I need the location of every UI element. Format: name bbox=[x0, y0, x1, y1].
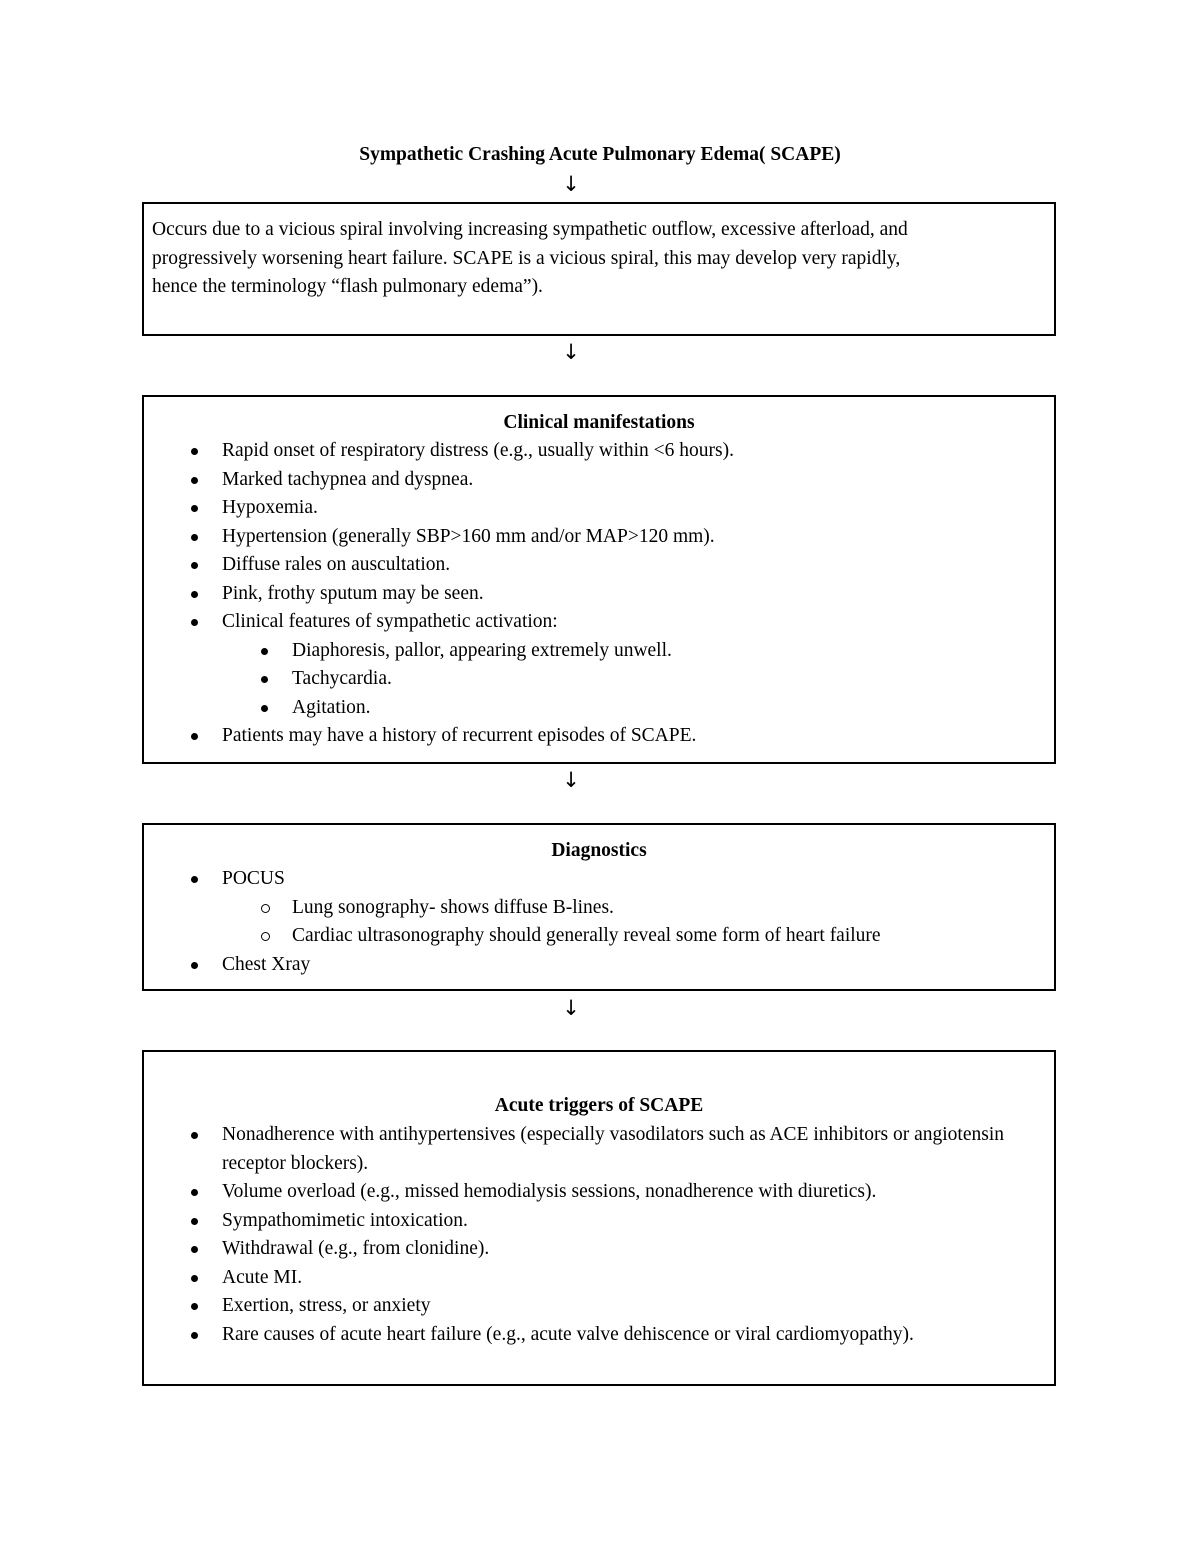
overview-text: Occurs due to a vicious spiral involving increasing sympathetic outflow, excessive afterload, and progressively worsening heart failure. SCAPE is a vicious spiral, this may develop very rapidly, hence the terminology “flash pulmonary edema”). bbox=[152, 219, 908, 297]
bullet-icon bbox=[191, 505, 198, 512]
flow-arrow-2: ↓ bbox=[562, 340, 580, 364]
list-item: Rare causes of acute heart failure (e.g., acute valve dehiscence or viral cardiomyopathy). bbox=[144, 1321, 1054, 1350]
flow-arrow-1: ↓ bbox=[562, 172, 580, 196]
bullet-icon bbox=[191, 1132, 198, 1139]
list-item: Rapid onset of respiratory distress (e.g., usually within <6 hours). bbox=[144, 437, 1054, 466]
overview-box bbox=[142, 202, 1056, 336]
list-item: Hypertension (generally SBP>160 mm and/or MAP>120 mm). bbox=[144, 523, 1054, 552]
list-item: Pink, frothy sputum may be seen. bbox=[144, 580, 1054, 609]
hollow-bullet-icon bbox=[261, 932, 270, 941]
bullet-icon bbox=[191, 1303, 198, 1310]
bullet-icon bbox=[191, 876, 198, 883]
sub-list-item: Diaphoresis, pallor, appearing extremely unwell. bbox=[144, 637, 1054, 666]
diagnostics-list bbox=[144, 865, 1054, 979]
list-item: Volume overload (e.g., missed hemodialysis sessions, nonadherence with diuretics). bbox=[144, 1178, 1054, 1207]
list-item: Marked tachypnea and dyspnea. bbox=[144, 466, 1054, 495]
bullet-icon bbox=[191, 477, 198, 484]
list-item: Withdrawal (e.g., from clonidine). bbox=[144, 1235, 1054, 1264]
bullet-icon bbox=[191, 1189, 198, 1196]
clinical-manifestations-title: Clinical manifestations bbox=[503, 412, 695, 433]
flow-arrow-4: ↓ bbox=[562, 996, 580, 1020]
list-item: POCUS bbox=[144, 865, 1054, 894]
diagnostics-box bbox=[142, 823, 1056, 991]
acute-triggers-title: Acute triggers of SCAPE bbox=[494, 1095, 704, 1116]
bullet-icon bbox=[261, 676, 268, 683]
bullet-icon bbox=[191, 562, 198, 569]
acute-triggers-list bbox=[144, 1121, 1054, 1349]
sub-list-item: Agitation. bbox=[144, 694, 1054, 723]
page-title: Sympathetic Crashing Acute Pulmonary Edema( SCAPE) bbox=[359, 144, 841, 165]
list-item: Patients may have a history of recurrent episodes of SCAPE. bbox=[144, 722, 1054, 751]
acute-triggers-box bbox=[142, 1050, 1056, 1386]
bullet-icon bbox=[191, 1332, 198, 1339]
bullet-icon bbox=[191, 591, 198, 598]
list-item: Acute MI. bbox=[144, 1264, 1054, 1293]
bullet-icon bbox=[191, 619, 198, 626]
sub-list-item: Lung sonography- shows diffuse B-lines. bbox=[144, 894, 1054, 923]
sub-list-item: Tachycardia. bbox=[144, 665, 1054, 694]
sub-list-item: Cardiac ultrasonography should generally reveal some form of heart failure bbox=[144, 922, 1054, 951]
bullet-icon bbox=[191, 1275, 198, 1282]
list-item: Clinical features of sympathetic activation: bbox=[144, 608, 1054, 637]
bullet-icon bbox=[191, 733, 198, 740]
hollow-bullet-icon bbox=[261, 904, 270, 913]
bullet-icon bbox=[191, 1218, 198, 1225]
list-item: Hypoxemia. bbox=[144, 494, 1054, 523]
clinical-manifestations-box bbox=[142, 395, 1056, 764]
list-item: Nonadherence with antihypertensives (especially vasodilators such as ACE inhibitors or angiotensin receptor blockers). bbox=[144, 1121, 1054, 1178]
diagnostics-title: Diagnostics bbox=[551, 840, 647, 861]
bullet-icon bbox=[191, 962, 198, 969]
bullet-icon bbox=[191, 1246, 198, 1253]
list-item: Exertion, stress, or anxiety bbox=[144, 1292, 1054, 1321]
bullet-icon bbox=[261, 648, 268, 655]
list-item: Diffuse rales on auscultation. bbox=[144, 551, 1054, 580]
list-item: Sympathomimetic intoxication. bbox=[144, 1207, 1054, 1236]
bullet-icon bbox=[191, 534, 198, 541]
bullet-icon bbox=[261, 705, 268, 712]
bullet-icon bbox=[191, 448, 198, 455]
list-item: Chest Xray bbox=[144, 951, 1054, 980]
clinical-manifestations-list bbox=[144, 437, 1054, 751]
flow-arrow-3: ↓ bbox=[562, 768, 580, 792]
